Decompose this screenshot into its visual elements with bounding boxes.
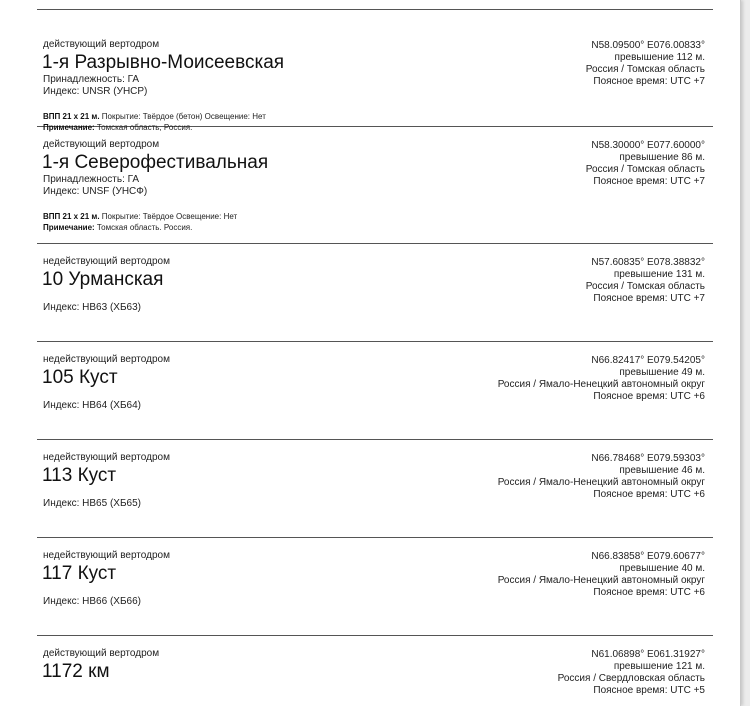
heliport-timezone: Поясное время: UTC +6	[593, 489, 705, 500]
heliport-elevation: превышение 121 м.	[613, 661, 705, 672]
heliport-entry	[37, 342, 713, 439]
heliport-coordinates: N58.30000° E077.60000°	[591, 140, 705, 151]
heliport-list	[37, 9, 713, 696]
heliport-location-block	[498, 453, 705, 501]
heliport-index: Индекс: НВ64 (ХБ64)	[43, 400, 141, 411]
heliport-name: 117 Куст	[42, 563, 117, 584]
note-info	[43, 223, 192, 233]
heliport-coordinates: N57.60835° E078.38832°	[591, 257, 705, 268]
heliport-location-block	[586, 40, 705, 88]
heliport-coordinates: N66.82417° E079.54205°	[591, 355, 705, 366]
note-label: Примечание:	[43, 123, 95, 132]
heliport-index: Индекс: UNSR (УНСР)	[43, 86, 148, 97]
heliport-status: недействующий вертодром	[43, 256, 170, 267]
heliport-entry	[37, 636, 713, 696]
heliport-elevation: превышение 131 м.	[613, 269, 705, 280]
heliport-timezone: Поясное время: UTC +6	[593, 587, 705, 598]
heliport-elevation: превышение 46 м.	[619, 465, 705, 476]
heliport-coordinates: N61.06898° E061.31927°	[591, 649, 705, 660]
note-text: Томская область. Россия.	[96, 223, 193, 232]
heliport-elevation: превышение 40 м.	[619, 563, 705, 574]
runway-label: ВПП 21 x 21 м.	[43, 212, 100, 221]
note-label: Примечание:	[43, 223, 95, 232]
heliport-region: Россия / Томская область	[585, 281, 705, 292]
runway-info	[43, 112, 266, 122]
heliport-name: 1172 км	[42, 661, 110, 682]
heliport-ownership: Принадлежность: ГА	[43, 174, 140, 185]
heliport-elevation: превышение 112 м.	[614, 52, 705, 63]
heliport-region: Россия / Томская область	[585, 164, 705, 175]
heliport-entry	[37, 244, 713, 341]
heliport-region: Россия / Свердловская область	[557, 673, 705, 684]
heliport-elevation: превышение 86 м.	[619, 152, 705, 163]
heliport-status: действующий вертодром	[43, 139, 160, 150]
heliport-coordinates: N66.78468° E079.59303°	[591, 453, 705, 464]
heliport-timezone: Поясное время: UTC +5	[593, 685, 705, 696]
heliport-ownership: Принадлежность: ГА	[43, 74, 140, 85]
heliport-region: Россия / Томская область	[585, 64, 705, 75]
heliport-index: Индекс: НВ65 (ХБ65)	[43, 498, 141, 509]
heliport-index: Индекс: НВ66 (ХБ66)	[43, 596, 141, 607]
heliport-name: 105 Куст	[42, 367, 118, 388]
heliport-coordinates: N58.09500° E076.00833°	[591, 40, 705, 51]
heliport-entry	[37, 10, 713, 132]
heliport-region: Россия / Ямало-Ненецкий автономный округ	[497, 477, 705, 488]
heliport-name: 113 Куст	[42, 465, 117, 486]
heliport-region: Россия / Ямало-Ненецкий автономный округ	[497, 575, 705, 586]
heliport-location-block	[586, 140, 705, 188]
heliport-status: действующий вертодром	[43, 39, 160, 50]
heliport-timezone: Поясное время: UTC +7	[593, 76, 705, 87]
heliport-region: Россия / Ямало-Ненецкий автономный округ	[497, 379, 705, 390]
heliport-status: недействующий вертодром	[43, 550, 170, 561]
heliport-timezone: Поясное время: UTC +7	[593, 176, 705, 187]
heliport-timezone: Поясное время: UTC +7	[593, 293, 705, 304]
heliport-name: 10 Урманская	[42, 269, 164, 290]
heliport-location-block	[498, 551, 705, 599]
heliport-status: недействующий вертодром	[43, 354, 170, 365]
heliport-coordinates: N66.83858° E079.60677°	[591, 551, 705, 562]
runway-info	[43, 212, 237, 222]
heliport-location-block	[558, 649, 705, 697]
heliport-name: 1-я Северофестивальная	[42, 152, 269, 173]
heliport-elevation: превышение 49 м.	[619, 367, 705, 378]
runway-label: ВПП 21 x 21 м.	[43, 112, 100, 121]
runway-details: Покрытие: Твёрдое (бетон) Освещение: Нет	[101, 112, 266, 121]
heliport-entry	[37, 440, 713, 537]
heliport-entry	[37, 538, 713, 635]
heliport-status: действующий вертодром	[43, 648, 160, 659]
heliport-index: Индекс: UNSF (УНСФ)	[43, 186, 148, 197]
heliport-location-block	[498, 355, 705, 403]
heliport-location-block	[586, 257, 705, 305]
heliport-status: недействующий вертодром	[43, 452, 170, 463]
note-text: Томская область, Россия.	[96, 123, 193, 132]
heliport-entry	[37, 127, 713, 243]
runway-details: Покрытие: Твёрдое Освещение: Нет	[101, 212, 238, 221]
heliport-index: Индекс: НВ63 (ХБ63)	[43, 302, 141, 313]
heliport-timezone: Поясное время: UTC +6	[593, 391, 705, 402]
heliport-name: 1-я Разрывно-Моисеевская	[42, 52, 285, 73]
